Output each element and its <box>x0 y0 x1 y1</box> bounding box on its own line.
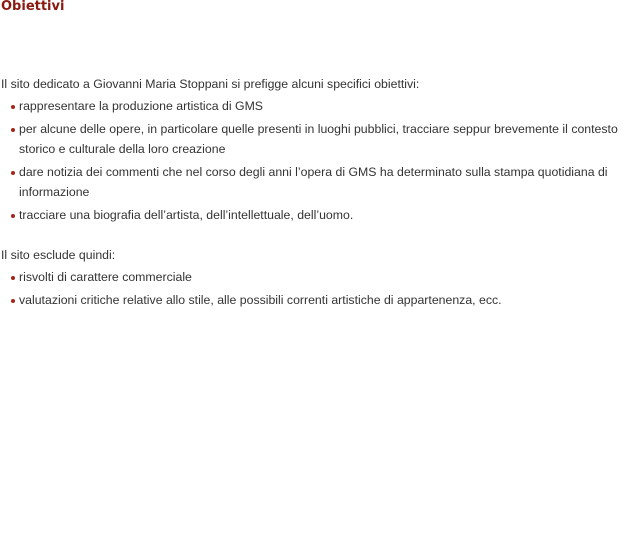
goals-section <box>1 74 631 225</box>
bullet-icon <box>11 105 15 109</box>
bullet-icon <box>11 128 15 132</box>
list-item-text: tracciare una biografia dell’artista, dell’intellettuale, dell’uomo. <box>19 208 354 222</box>
exclusions-section <box>1 245 631 310</box>
bullet-icon <box>11 171 15 175</box>
list-item-text: per alcune delle opere, in particolare quelle presenti in luoghi pubblici, tracciare seppur brevemente il contesto storico e culturale della loro creazione <box>19 122 618 156</box>
list-item <box>1 96 631 116</box>
bullet-icon <box>11 276 15 280</box>
list-item <box>1 205 631 225</box>
goals-intro: Il sito dedicato a Giovanni Maria Stoppani si prefigge alcuni specifici obiettivi: <box>1 77 420 91</box>
bullet-icon <box>11 299 15 303</box>
content-area <box>1 74 631 313</box>
exclusions-intro: Il sito esclude quindi: <box>1 248 116 262</box>
list-item-text: risvolti di carattere commerciale <box>19 270 192 284</box>
list-item <box>1 290 631 310</box>
list-item-text: dare notizia dei commenti che nel corso degli anni l’opera di GMS ha determinato sulla stampa quotidiana di informazione <box>19 165 608 199</box>
section-spacer <box>1 228 631 245</box>
list-item-text: rappresentare la produzione artistica di GMS <box>19 99 264 113</box>
list-item <box>1 162 631 202</box>
page-title: Obiettivi <box>1 0 65 14</box>
list-item <box>1 119 631 159</box>
goals-list <box>1 96 631 225</box>
list-item <box>1 267 631 287</box>
exclusions-list <box>1 267 631 310</box>
list-item-text: valutazioni critiche relative allo stile, alle possibili correnti artistiche di appartenenza, ecc. <box>19 293 502 307</box>
bullet-icon <box>11 214 15 218</box>
